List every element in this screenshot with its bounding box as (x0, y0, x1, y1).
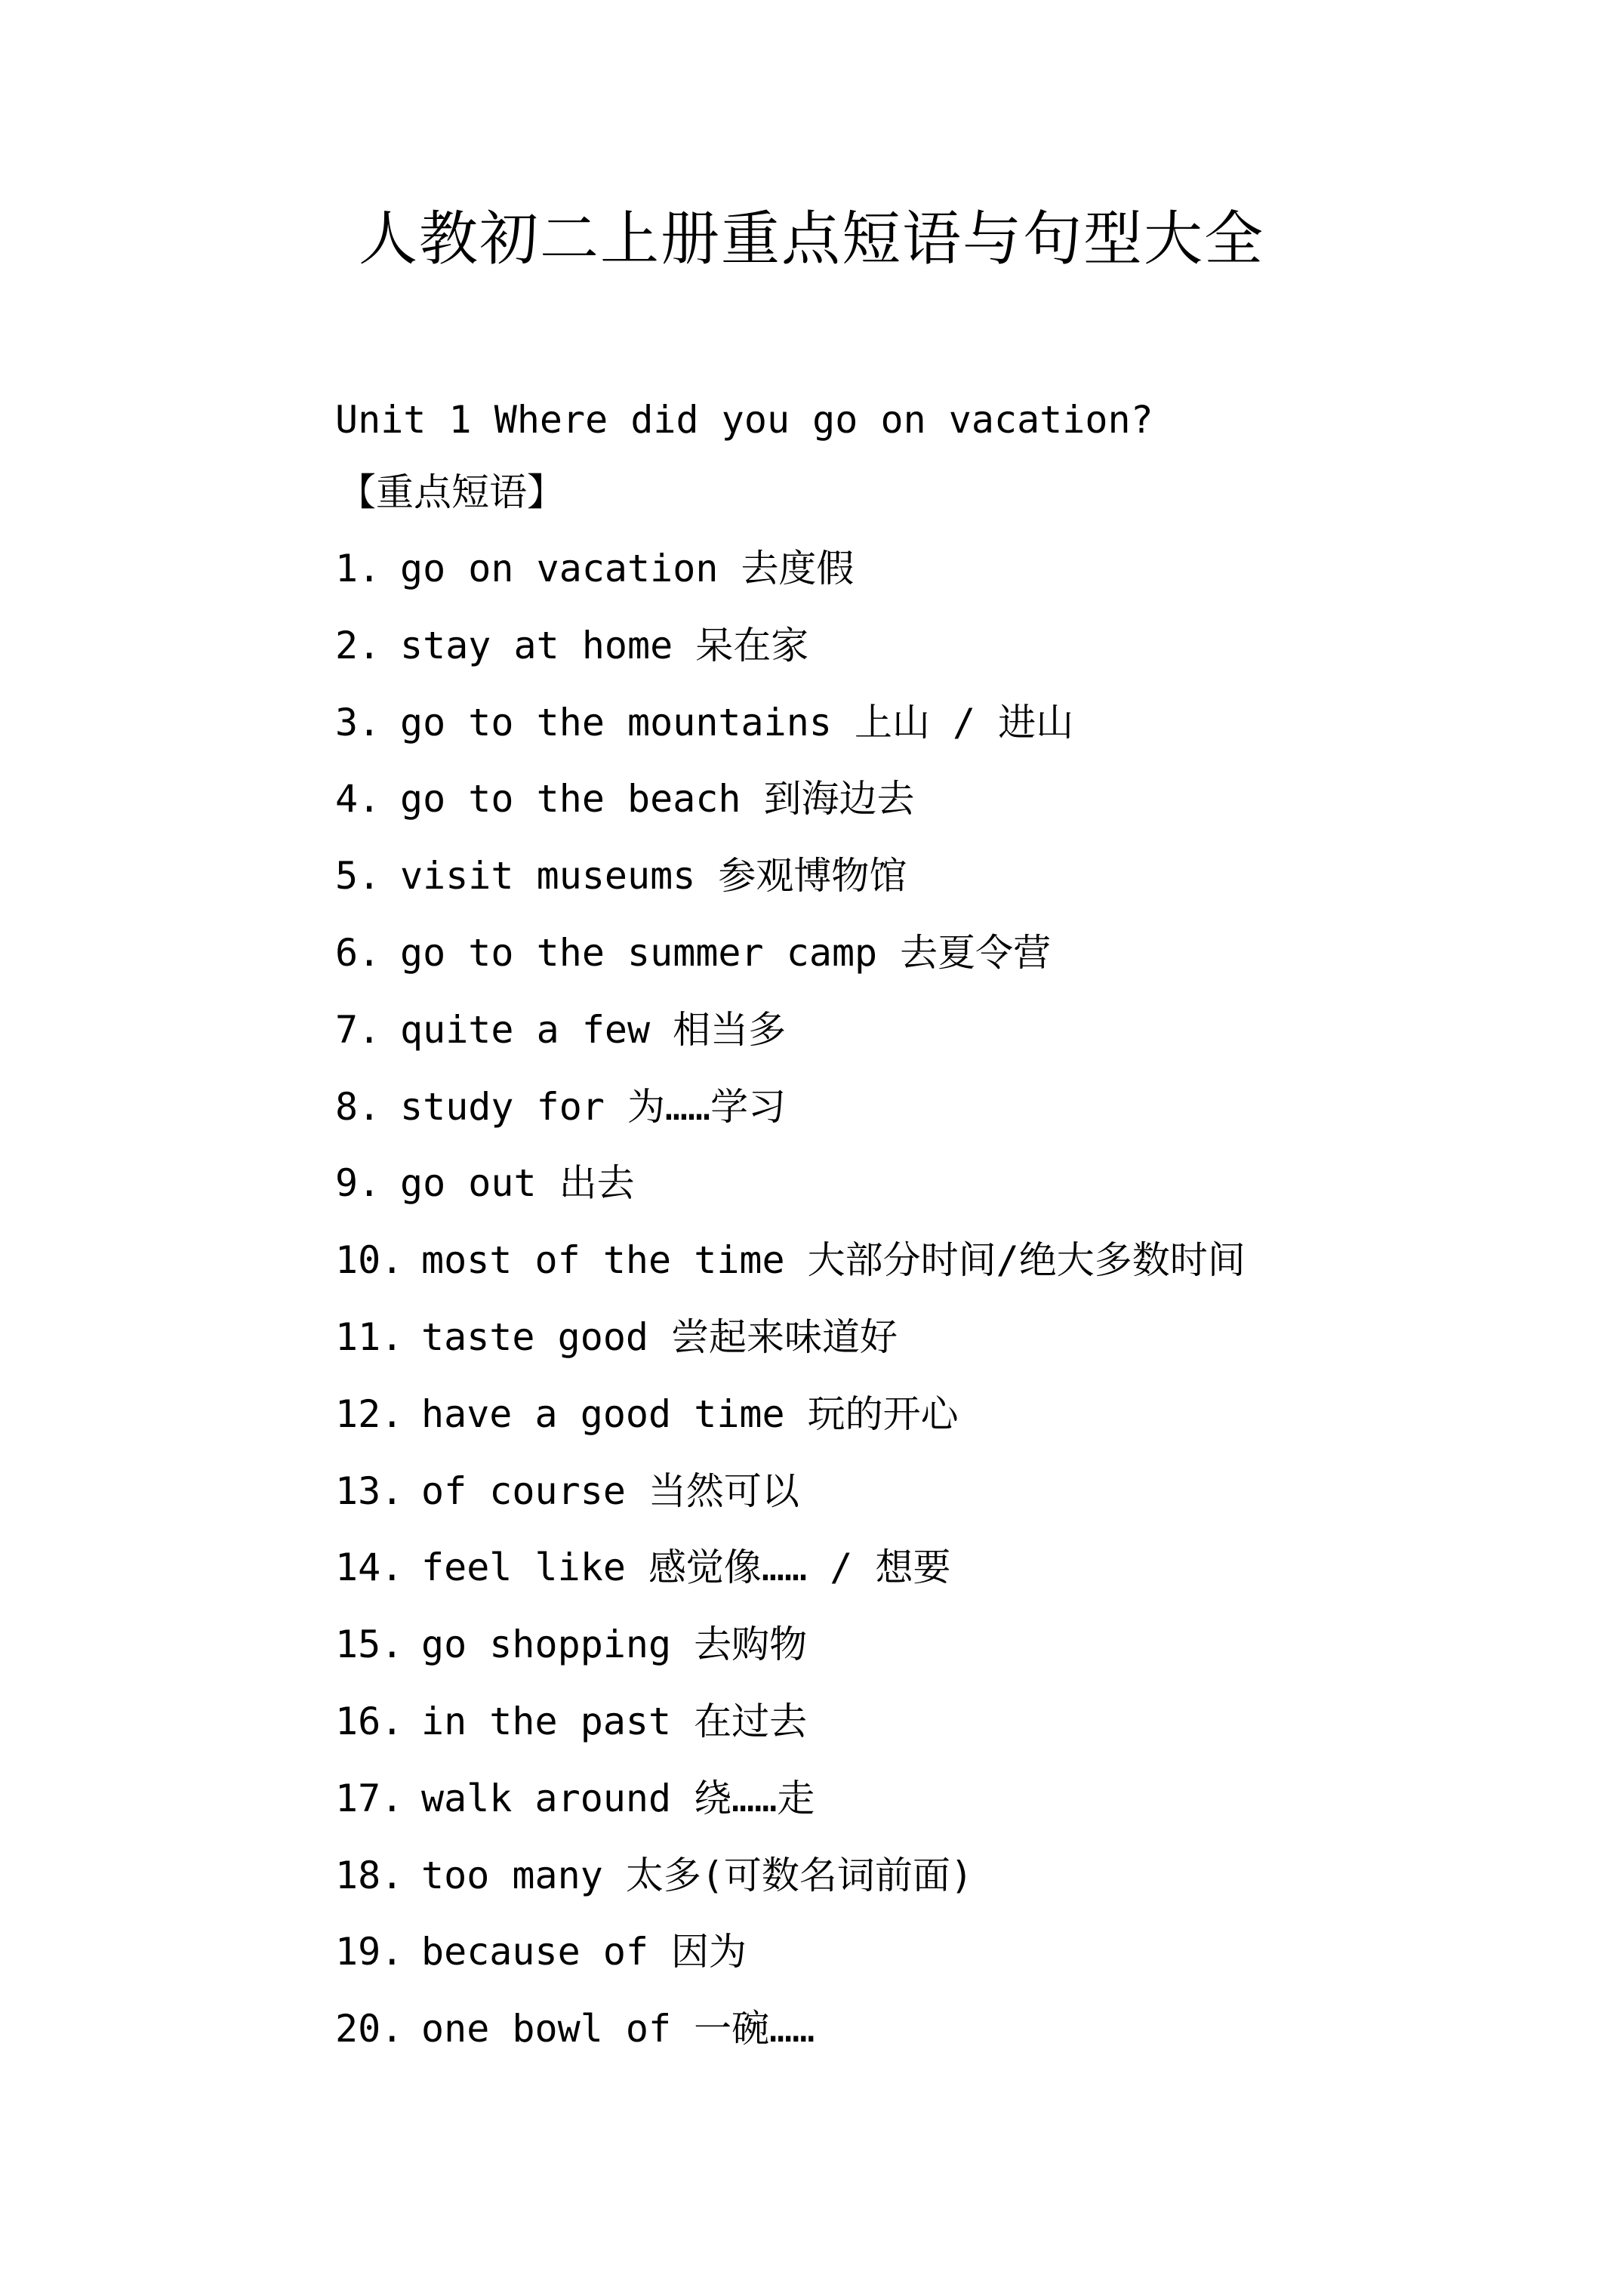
phrase-number: 16. (335, 1699, 404, 1743)
phrase-english: too many (421, 1853, 603, 1897)
phrase-item (335, 1761, 1543, 1838)
phrase-english: of course (421, 1469, 626, 1513)
phrase-item (335, 531, 1543, 608)
phrase-chinese: 呆在家 (695, 623, 809, 667)
phrase-chinese: 参观博物馆 (718, 854, 907, 898)
phrase-english: go out (400, 1161, 537, 1206)
phrase-chinese: 太多(可数名词前面) (625, 1853, 974, 1897)
phrase-english: most of the time (421, 1238, 785, 1283)
phrase-number: 14. (335, 1546, 404, 1590)
phrase-english: walk around (421, 1776, 672, 1820)
phrase-english: because of (421, 1930, 649, 1974)
phrase-item (335, 1453, 1543, 1530)
phrase-item (335, 915, 1543, 992)
phrase-number: 12. (335, 1391, 404, 1436)
phrase-english: visit museums (400, 854, 696, 898)
phrase-english: go on vacation (400, 547, 719, 590)
phrase-chinese: 当然可以 (648, 1469, 799, 1513)
phrase-chinese: 为……学习 (627, 1084, 787, 1129)
phrase-english: study for (400, 1084, 605, 1129)
phrase-item (335, 1376, 1543, 1453)
phrase-chinese: 绕……走 (694, 1776, 815, 1820)
phrase-number: 11. (335, 1314, 404, 1359)
phrase-chinese: 尝起来味道好 (671, 1314, 898, 1359)
phrase-english: in the past (421, 1699, 672, 1743)
phrase-chinese: 一碗…… (694, 2007, 815, 2051)
phrase-number: 2. (335, 623, 381, 667)
phrase-english: one bowl of (421, 2007, 672, 2051)
phrase-english: taste good (421, 1314, 649, 1359)
phrase-item (335, 1607, 1543, 1684)
phrase-number: 19. (335, 1930, 404, 1974)
phrase-number: 1. (335, 547, 381, 590)
phrase-chinese: 出去 (559, 1161, 635, 1206)
phrase-english: feel like (421, 1546, 626, 1590)
phrase-chinese: 到海边去 (763, 777, 915, 821)
phrase-english: go to the mountains (400, 700, 832, 744)
phrase-english: stay at home (400, 623, 673, 667)
phrase-item (335, 1914, 1543, 1991)
phrase-english: have a good time (421, 1391, 785, 1436)
phrase-item (335, 1145, 1543, 1222)
phrase-chinese: 大部分时间/绝大多数时间 (807, 1238, 1246, 1283)
phrase-item (335, 1069, 1543, 1146)
phrase-item (335, 1991, 1543, 2068)
phrase-english: go to the beach (400, 777, 741, 821)
phrase-item (335, 608, 1543, 685)
phrase-number: 15. (335, 1623, 404, 1667)
phrase-item (335, 992, 1543, 1069)
phrase-chinese: 在过去 (694, 1699, 808, 1743)
phrase-chinese: 去度假 (741, 547, 855, 590)
phrase-number: 20. (335, 2007, 404, 2051)
phrase-english: go shopping (421, 1623, 672, 1667)
phrase-chinese: 因为 (671, 1930, 747, 1974)
phrase-english: quite a few (400, 1007, 651, 1052)
phrase-number: 8. (335, 1084, 381, 1129)
phrase-number: 6. (335, 930, 381, 975)
phrase-chinese: 玩的开心 (807, 1391, 959, 1436)
section-label: 【重点短语】 (338, 470, 565, 514)
phrase-item (335, 1222, 1543, 1299)
unit-heading: Unit 1 Where did you go on vacation? (335, 398, 1153, 442)
phrase-item (335, 1530, 1543, 1607)
phrase-item (335, 1299, 1543, 1376)
phrase-number: 5. (335, 854, 381, 898)
phrase-item (335, 761, 1543, 838)
document-body (335, 385, 1543, 2068)
phrase-chinese: 相当多 (673, 1007, 787, 1052)
document-title: 人教初二上册重点短语与句型大全 (358, 205, 1264, 273)
phrase-number: 13. (335, 1469, 404, 1513)
phrase-number: 7. (335, 1007, 381, 1052)
phrase-chinese: 感觉像…… / 想要 (648, 1546, 951, 1590)
phrase-english: go to the summer camp (400, 930, 878, 975)
phrase-item (335, 685, 1543, 762)
phrase-number: 4. (335, 777, 381, 821)
phrase-item (335, 838, 1543, 915)
phrase-number: 9. (335, 1161, 381, 1206)
phrase-item (335, 1684, 1543, 1761)
phrase-number: 3. (335, 700, 381, 744)
phrase-chinese: 去夏令营 (900, 930, 1052, 975)
phrase-chinese: 上山 / 进山 (854, 700, 1074, 744)
phrase-number: 17. (335, 1776, 404, 1820)
phrase-number: 18. (335, 1853, 404, 1897)
phrase-number: 10. (335, 1238, 404, 1283)
phrase-list (335, 531, 1543, 2068)
phrase-chinese: 去购物 (694, 1623, 808, 1667)
phrase-item (335, 1838, 1543, 1915)
